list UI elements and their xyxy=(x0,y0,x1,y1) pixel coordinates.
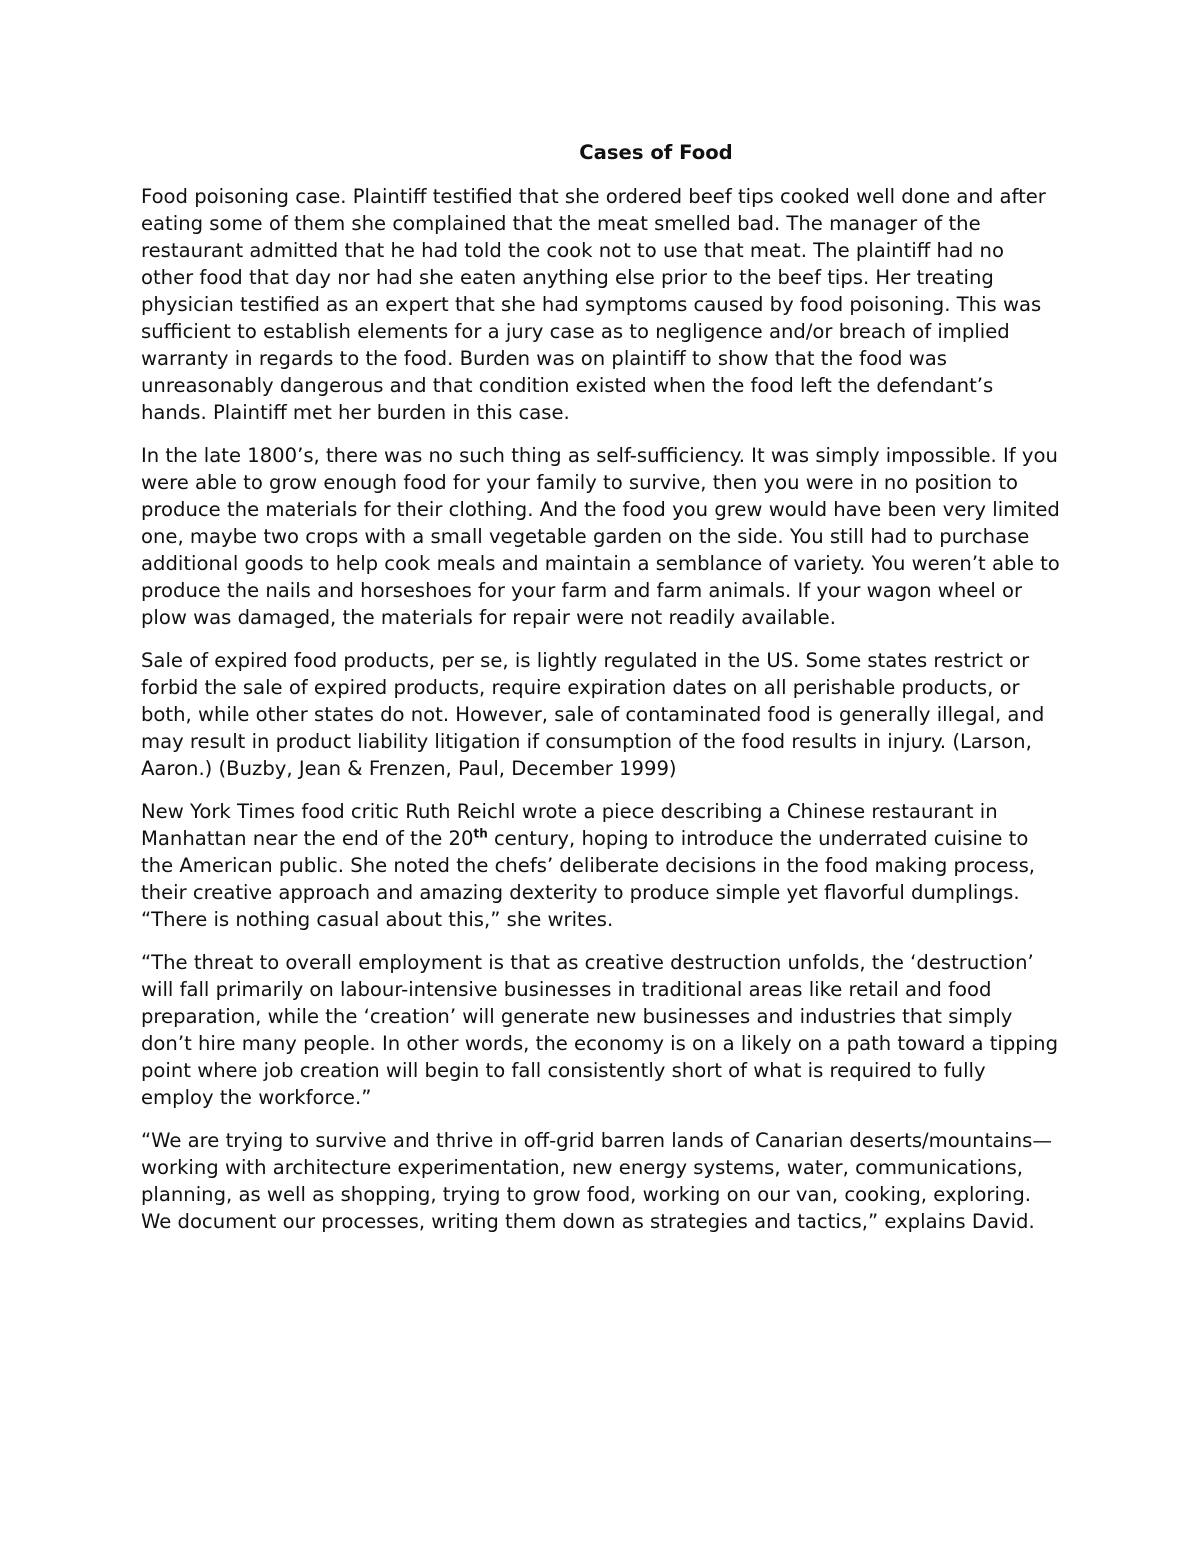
paragraph-employment-quote: “The threat to overall employment is that as creative destruction unfolds, the ‘destruction’ will fall primarily on labour-intensive businesses in traditional areas like retail and food preparation, while the ‘creation’ will generate new businesses and industries that simply don’t hire many people. In other words, the economy is on a likely on a path toward a tipping point where job creation will begin to fall consistently short of what is required to fully employ the workforce.” xyxy=(141,951,1059,1109)
document-page xyxy=(141,138,1061,1251)
paragraph-expired-food: Sale of expired food products, per se, is lightly regulated in the US. Some states restrict or forbid the sale of expired products, require expiration dates on all perishable products, or both, while other states do not. However, sale of contaminated food is generally illegal, and may result in product liability litigation if consumption of the food results in injury. (Larson, Aaron.) (Buzby, Jean & Frenzen, Paul, December 1999) xyxy=(141,649,1045,780)
reichl-text-before: New York Times food critic Ruth Reichl wrote a piece describing a Chinese restaurant in Manhattan near the end of the 20 xyxy=(141,800,998,850)
paragraph-ruth-reichl xyxy=(141,798,1061,933)
document-title: Cases of Food xyxy=(579,141,733,164)
paragraph-food-poisoning: Food poisoning case. Plaintiff testified that she ordered beef tips cooked well done and after eating some of them she complained that the meat smelled bad. The manager of the restaurant admitted that he had told the cook not to use that meat. The plaintiff had no other food that day nor had she eaten anything else prior to the beef tips. Her treating physician testified as an expert that she had symptoms caused by food poisoning. This was sufficient to establish elements for a jury case as to negligence and/or breach of implied warranty in regards to the food. Burden was on plaintiff to show that the food was unreasonably dangerous and that condition existed when the food left the defendant’s hands. Plaintiff met her burden in this case. xyxy=(141,185,1046,424)
reichl-text-after: century, hoping to introduce the underrated cuisine to the American public. She noted the chefs’ deliberate decisions in the food making process, their creative approach and amazing dexterity to produce simple yet flavorful dumplings. “There is nothing casual about this,” she writes. xyxy=(141,827,1036,931)
paragraph-self-sufficiency: In the late 1800’s, there was no such thing as self-sufficiency. It was simply impossible. If you were able to grow enough food for your family to survive, then you were in no position to produce the materials for their clothing. And the food you grew would have been very limited one, maybe two crops with a small vegetable garden on the side. You still had to purchase additional goods to help cook meals and maintain a semblance of variety. You weren’t able to produce the nails and horseshoes for your farm and farm animals. If your wagon wheel or plow was damaged, the materials for repair were not readily available. xyxy=(141,444,1060,629)
paragraph-off-grid-quote: “We are trying to survive and thrive in off-grid barren lands of Canarian deserts/mountains—working with architecture experimentation, new energy systems, water, communications, planning, as well as shopping, trying to grow food, working on our van, cooking, exploring. We document our processes, writing them down as strategies and tactics,” explains David. xyxy=(141,1129,1052,1233)
ordinal-superscript: th xyxy=(473,826,488,841)
